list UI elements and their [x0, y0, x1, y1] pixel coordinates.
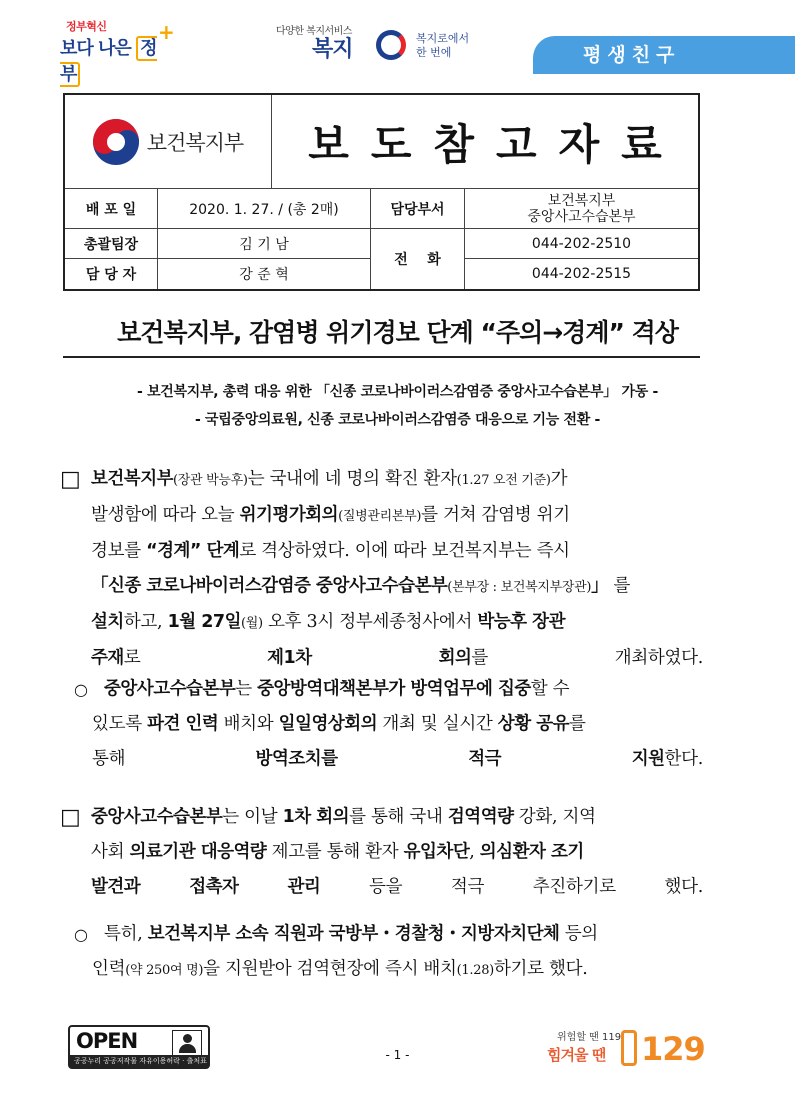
- p1-b8: 박능후 장관: [477, 612, 565, 632]
- dept-label: 담당부서: [371, 189, 465, 229]
- p3-t6: ,: [469, 842, 475, 862]
- p1-t10: 로: [123, 648, 141, 668]
- open-type: 출처표시: [74, 1057, 207, 1077]
- p1-s3: (질병관리본부): [338, 509, 422, 524]
- p2-t6: 를: [569, 714, 586, 734]
- p3-b2: 1차 회의: [282, 807, 350, 827]
- p4-b1: 보건복지부 소속 직원과 국방부・경찰청・지방자치단체: [147, 924, 560, 944]
- headline: 보건복지부, 감염병 위기경보 단계 “주의→경계” 격상: [117, 318, 678, 347]
- title-cell: [272, 95, 698, 189]
- p2-b4: 일일영상회의: [278, 714, 378, 734]
- p1-s5: (월): [241, 616, 263, 631]
- p1-line-4: [91, 569, 703, 605]
- paragraph-2: [92, 672, 703, 777]
- p2-b3: 파견 인력: [147, 714, 219, 734]
- press-title: 보도참고자료: [308, 119, 684, 169]
- p1-b3: “경계” 단계: [146, 541, 240, 561]
- paragraph-4: [92, 917, 703, 988]
- open-caption-text: 공공누리 공공저작물 자유이용허락: [74, 1057, 180, 1065]
- p1-line-1: [91, 462, 703, 498]
- p1-b9: 주재: [91, 648, 124, 668]
- p3-t4: 사회: [91, 842, 125, 862]
- p3-t5: 제고를 통해 환자: [271, 842, 399, 862]
- p4-t5: 하기로 했다.: [493, 959, 588, 979]
- p2-t8: 한다.: [664, 749, 703, 769]
- p3-t3: 강화, 지역: [518, 807, 596, 827]
- p2-t5: 개최 및 실시간: [382, 714, 493, 734]
- gov-logo-small-text: 정부혁신: [66, 20, 107, 33]
- open-caption: 공공누리 공공저작물 자유이용허락 · 출처표시: [70, 1055, 208, 1067]
- dist-date-value: 2020. 1. 27. / (총 2매): [158, 189, 371, 229]
- p2-b6: 방역조치를 적극 지원: [255, 749, 665, 769]
- taegeuk-icon: [93, 119, 139, 165]
- p4-t2: 등의: [564, 924, 598, 944]
- p4-t3: 인력: [92, 959, 126, 979]
- phone-1: 044-202-2510: [465, 229, 698, 259]
- bokjiro-sub: 복지로에서 한 번에: [416, 32, 470, 59]
- p1-b7: 1월 27일: [167, 612, 241, 632]
- phone-label: 전 화: [371, 229, 465, 289]
- p3-line-2: [91, 835, 703, 870]
- ministry-logo-cell: [65, 95, 272, 189]
- p1-t2: 가: [550, 469, 568, 489]
- ministry-name: 보건복지부: [146, 130, 244, 155]
- p3-line-3: [91, 870, 703, 905]
- hotline-line-2: 힘겨울 땐: [547, 1046, 606, 1064]
- square-bullet-icon: □: [60, 467, 81, 492]
- p3-line-1: [91, 800, 703, 835]
- p3-b5: 유입차단: [403, 842, 470, 862]
- circle-bullet-icon: ○: [74, 925, 88, 944]
- kogl-open-badge: [68, 1025, 210, 1077]
- p1-b10: 제1차 회의: [267, 648, 472, 668]
- bokjiro-name: 복지: [312, 37, 353, 62]
- hotline-line-1: 위험할 땐 119: [557, 1032, 622, 1043]
- p1-b5: 」: [591, 576, 609, 596]
- phone-icon: [621, 1030, 637, 1066]
- p4-s1: (약 250여 명): [125, 963, 204, 978]
- p2-t4: 배치와: [223, 714, 274, 734]
- p1-line-5: [91, 605, 703, 641]
- hotline-number: 129: [641, 1030, 705, 1068]
- hotline-logo: [545, 1024, 705, 1074]
- p1-t9: 오후 3시 정부세종청사에서: [268, 612, 473, 632]
- p1-t4: 를 거쳐 감염병 위기: [421, 505, 570, 525]
- p3-b7: 발견과 접촉자 관리: [91, 877, 321, 897]
- open-word: OPEN: [76, 1029, 138, 1053]
- plus-icon: +: [158, 20, 175, 44]
- press-header-table: [63, 93, 700, 291]
- p2-t3: 있도록: [92, 714, 142, 734]
- p3-b4: 의료기관 대응역량: [129, 842, 267, 862]
- subhead-1: - 보건복지부, 총력 대응 위한 「신종 코로나바이러스감염증 중앙사고수습본부」 가동 -: [137, 384, 658, 400]
- phone-2: 044-202-2515: [531, 266, 632, 282]
- p1-line-3: [91, 534, 703, 569]
- p1-b4: 「신종 코로나바이러스감염증 중앙사고수습본부: [91, 576, 448, 596]
- government-innovation-logo: [60, 18, 175, 85]
- p1-t11: 를 개최하였다.: [471, 648, 703, 668]
- p1-t6: 로 격상하였다. 이에 따라 보건복지부는 즉시: [239, 541, 570, 561]
- page-number: - 1 -: [385, 1048, 410, 1062]
- p1-t5: 경보를: [91, 541, 141, 561]
- p3-t7: 등을 적극 추진하기로 했다.: [369, 877, 703, 897]
- p1-b6: 설치: [91, 612, 124, 632]
- p1-line-2: [91, 498, 703, 534]
- p3-b6: 의심환자 조기: [479, 842, 584, 862]
- p1-s2: (1.27 오전 기준): [456, 473, 551, 488]
- p1-s1: (장관 박능후): [173, 473, 248, 488]
- bokjiro-logo: [276, 22, 470, 74]
- p1-b2: 위기평가회의: [239, 505, 339, 525]
- tagline-banner: 평생친구: [533, 36, 795, 74]
- p2-line-1: [104, 672, 703, 707]
- paragraph-1: [91, 462, 703, 676]
- p1-line-6: [91, 641, 703, 676]
- p4-line-2: [92, 952, 703, 988]
- dist-date-label: 배 포 일: [65, 189, 158, 229]
- p1-b1: 보건복지부: [91, 469, 174, 489]
- p2-b1: 중앙사고수습본부: [104, 679, 236, 699]
- p4-line-1: [104, 917, 703, 952]
- p1-s4: (본부장 : 보건복지부장관): [447, 580, 592, 595]
- p3-b1: 중앙사고수습본부: [91, 807, 223, 827]
- top-banner: [0, 0, 795, 85]
- p3-b3: 검역역량: [447, 807, 514, 827]
- p1-t3: 발생함에 따라 오늘: [91, 505, 235, 525]
- p2-line-3: [92, 742, 703, 777]
- paragraph-3: [91, 800, 703, 905]
- staff-value: 강 준 혁: [158, 259, 371, 289]
- subhead-2: - 국립중앙의료원, 신종 코로나바이러스감염증 대응으로 기능 전환 -: [194, 412, 601, 428]
- staff-label: 담 당 자: [65, 259, 158, 289]
- ministry-logo: [93, 119, 243, 165]
- p2-b2: 중앙방역대책본부가 방역업무에 집중: [257, 679, 531, 699]
- dept-value: [465, 189, 698, 229]
- p4-t1: 특히,: [104, 924, 143, 944]
- p4-t4: 을 지원받아 검역현장에 즉시 배치: [203, 959, 457, 979]
- p4-s2: (1.28): [456, 963, 494, 978]
- p2-t7: 통해: [92, 749, 126, 769]
- p2-line-2: [92, 707, 703, 742]
- p3-t1: 는 이날: [222, 807, 278, 827]
- dept-value-1: 보건복지부: [547, 192, 616, 209]
- gov-logo-text-2: 정부: [60, 38, 157, 85]
- lead-label: 총괄팀장: [65, 229, 158, 259]
- gov-logo-big-text: [60, 34, 170, 86]
- p2-b5: 상황 공유: [497, 714, 570, 734]
- square-bullet-icon: □: [60, 805, 81, 830]
- p2-t1: 는: [235, 679, 252, 699]
- lead-value: 김 기 남: [158, 229, 371, 259]
- p1-t8: 하고,: [123, 612, 163, 632]
- p1-t7: 를: [613, 576, 631, 596]
- gov-logo-text-1: 보다 나은: [60, 38, 131, 59]
- p2-t2: 할 수: [530, 679, 570, 699]
- bokjiro-slogan: 다양한 복지서비스: [276, 26, 352, 37]
- circle-bullet-icon: ○: [74, 680, 88, 699]
- headline-divider: [63, 356, 700, 358]
- p3-t2: 를 통해 국내: [349, 807, 443, 827]
- bokjiro-swirl-icon: [376, 30, 406, 60]
- dept-value-2: 중앙사고수습본부: [527, 208, 636, 225]
- p1-t1: 는 국내에 네 명의 확진 환자: [247, 469, 457, 489]
